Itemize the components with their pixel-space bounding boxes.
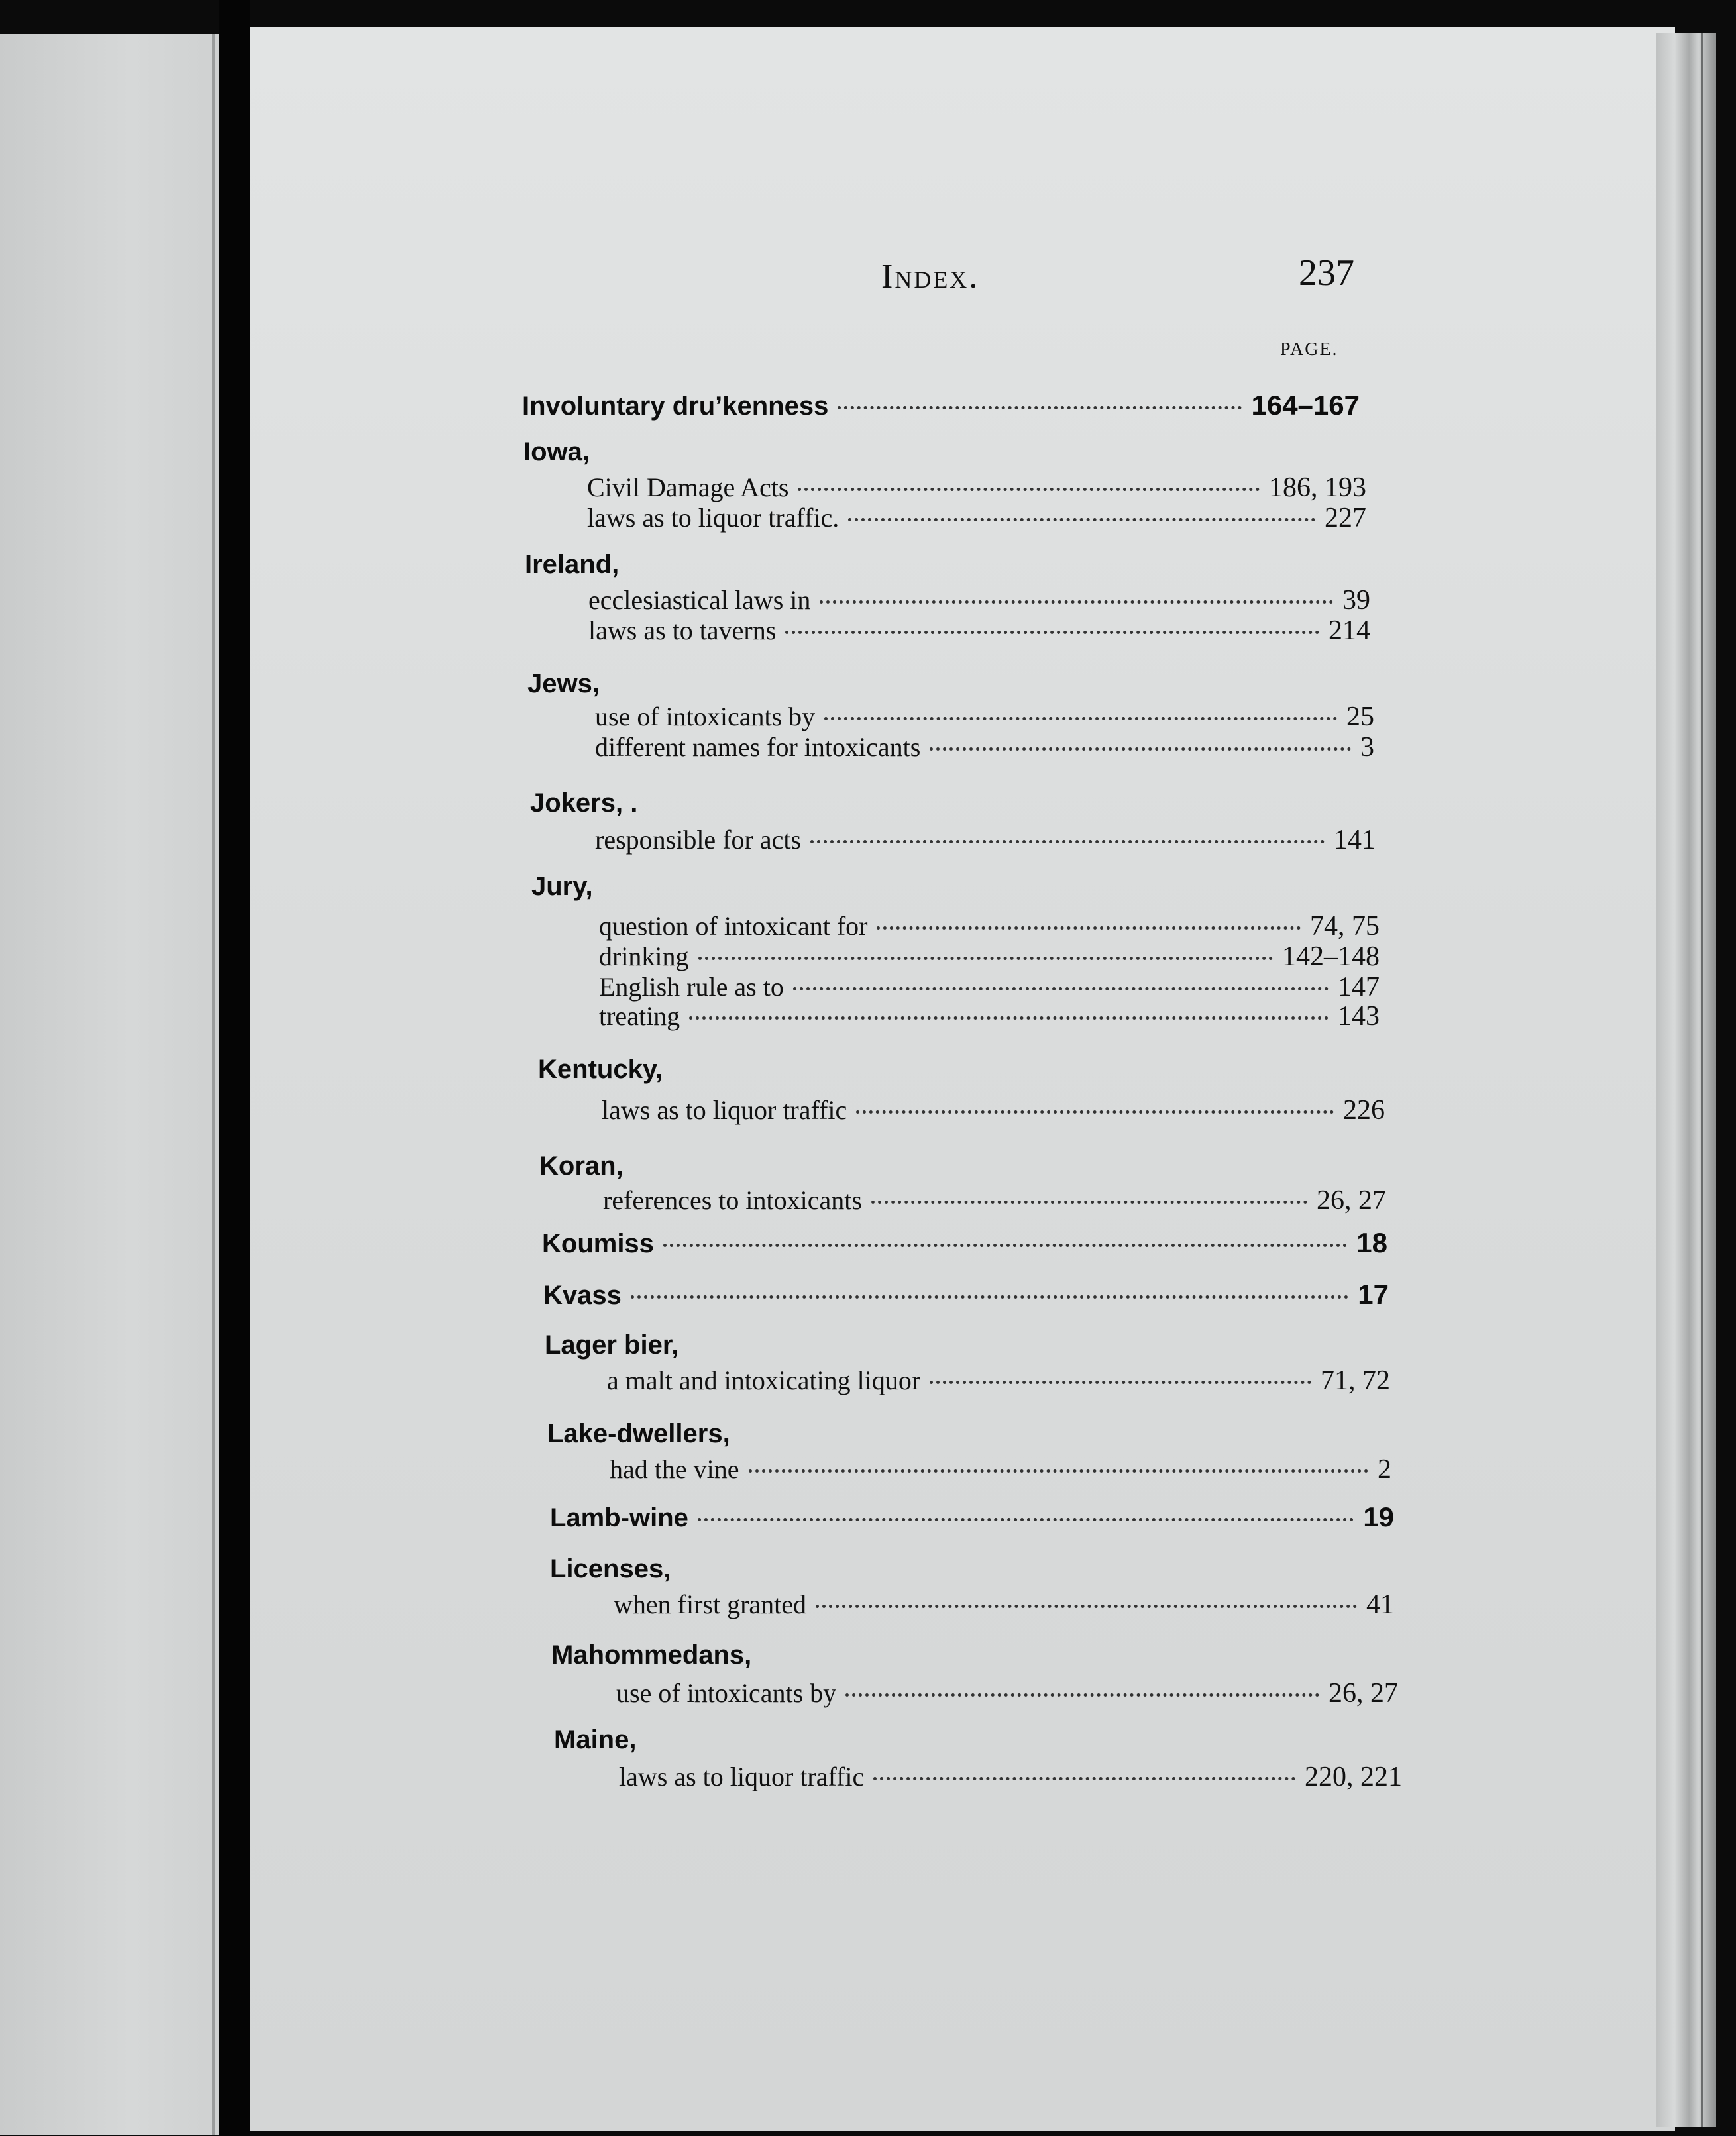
entry-term: ecclesiastical laws in [588, 585, 811, 615]
dot-leader [838, 406, 1242, 409]
entry-term: laws as to taverns [588, 615, 777, 645]
entry-page-numbers: 18 [1356, 1227, 1387, 1258]
entry-page-numbers: 2 [1378, 1454, 1391, 1485]
entry-term: treating [599, 1001, 680, 1031]
index-heading: Ireland, [525, 550, 620, 579]
entry-page-numbers: 25 [1346, 702, 1374, 732]
entry-term: question of intoxicant for [599, 911, 868, 941]
entry-page-numbers: 17 [1358, 1279, 1389, 1310]
index-subentry [619, 1761, 1402, 1793]
dot-leader [663, 1244, 1347, 1247]
entry-term: use of intoxicants by [616, 1678, 837, 1708]
page-column-label: PAGE. [1280, 339, 1338, 360]
entry-page-numbers: 143 [1338, 1001, 1380, 1032]
dot-leader [798, 488, 1260, 491]
dot-leader [816, 1605, 1357, 1608]
index-subentry [599, 910, 1380, 942]
entry-term: had the vine [610, 1454, 739, 1484]
entry-term: when first granted [614, 1589, 807, 1619]
index-subentry [595, 731, 1374, 763]
entry-term: English rule as to [599, 972, 784, 1002]
dot-leader [631, 1295, 1348, 1299]
index-heading: Kentucky, [538, 1055, 663, 1084]
entry-page-numbers: 71, 72 [1321, 1365, 1390, 1396]
index-subentry [614, 1589, 1394, 1621]
entry-term: responsible for acts [595, 825, 802, 855]
dot-leader [698, 957, 1273, 960]
index-subentry [599, 1000, 1380, 1032]
dot-leader [856, 1110, 1334, 1114]
entry-term: a malt and intoxicating liquor [607, 1365, 921, 1395]
index-entry [550, 1501, 1394, 1533]
index-subentry [607, 1365, 1390, 1397]
entry-term: laws as to liquor traffic. [587, 503, 840, 533]
entry-page-numbers: 226 [1343, 1095, 1385, 1126]
entry-term: Kvass [543, 1281, 622, 1310]
dot-leader [877, 926, 1301, 930]
index-subentry [599, 941, 1380, 973]
index-subentry [595, 701, 1374, 733]
index-heading: Jury, [531, 872, 593, 901]
entry-page-numbers: 3 [1360, 732, 1374, 763]
index-subentry [588, 615, 1370, 647]
entry-page-numbers: 186, 193 [1269, 472, 1366, 503]
dot-leader [930, 1381, 1311, 1384]
index-heading: Licenses, [550, 1554, 671, 1583]
index-subentry [595, 824, 1376, 856]
entry-page-numbers: 142–148 [1282, 941, 1380, 972]
index-subentry [610, 1454, 1391, 1485]
running-head: Index. [881, 258, 980, 295]
index-heading: Maine, [554, 1725, 637, 1754]
dot-leader [824, 717, 1337, 720]
entry-term: laws as to liquor traffic [619, 1762, 865, 1791]
entry-term: different names for intoxicants [595, 732, 921, 762]
dot-leader [873, 1777, 1295, 1780]
index-subentry [587, 502, 1366, 534]
entry-page-numbers: 26, 27 [1329, 1678, 1398, 1709]
dot-leader [689, 1016, 1329, 1020]
index-subentry [588, 584, 1370, 616]
dot-leader [793, 987, 1329, 990]
index-heading: Jews, [527, 669, 600, 698]
index-subentry [587, 472, 1366, 504]
index-subentry [602, 1095, 1385, 1126]
index-entry [522, 390, 1360, 421]
entry-page-numbers: 74, 75 [1310, 911, 1380, 941]
dot-leader [785, 631, 1319, 634]
entry-page-numbers: 26, 27 [1317, 1185, 1386, 1216]
index-heading: Mahommedans, [551, 1640, 752, 1670]
dot-leader [871, 1201, 1307, 1204]
entry-term: drinking [599, 941, 689, 971]
entry-term: Koumiss [542, 1229, 654, 1258]
entry-term: references to intoxicants [603, 1185, 862, 1215]
entry-page-numbers: 220, 221 [1305, 1762, 1402, 1792]
entry-term: use of intoxicants by [595, 702, 816, 731]
entry-page-numbers: 164–167 [1251, 390, 1360, 421]
page-number: 237 [1299, 252, 1354, 294]
entry-term: Civil Damage Acts [587, 472, 789, 502]
dot-leader [930, 747, 1351, 751]
index-heading: Koran, [539, 1151, 624, 1181]
entry-page-numbers: 227 [1325, 503, 1366, 533]
entry-page-numbers: 19 [1363, 1501, 1394, 1532]
dot-leader [749, 1469, 1369, 1473]
index-entry [542, 1227, 1387, 1259]
index-heading: Lager bier, [545, 1330, 679, 1360]
dot-leader [698, 1518, 1354, 1521]
entry-page-numbers: 214 [1329, 615, 1370, 646]
index-heading: Jokers, . [530, 788, 638, 818]
entry-term: Involuntary dru’kenness [522, 392, 829, 421]
entry-page-numbers: 141 [1334, 825, 1376, 855]
index-subentry [603, 1185, 1386, 1216]
entry-term: laws as to liquor traffic [602, 1095, 847, 1125]
dot-leader [845, 1693, 1319, 1697]
index-subentry [616, 1678, 1398, 1709]
dot-leader [848, 518, 1315, 521]
entry-page-numbers: 147 [1338, 972, 1380, 1002]
index-heading: Iowa, [523, 437, 590, 466]
index-subentry [599, 971, 1380, 1003]
entry-term: Lamb-wine [550, 1503, 688, 1532]
index-heading: Lake-dwellers, [547, 1419, 730, 1448]
index-entry [543, 1279, 1389, 1310]
dot-leader [820, 600, 1333, 604]
dot-leader [810, 840, 1325, 843]
entry-page-numbers: 41 [1366, 1589, 1394, 1620]
entry-page-numbers: 39 [1342, 585, 1370, 615]
